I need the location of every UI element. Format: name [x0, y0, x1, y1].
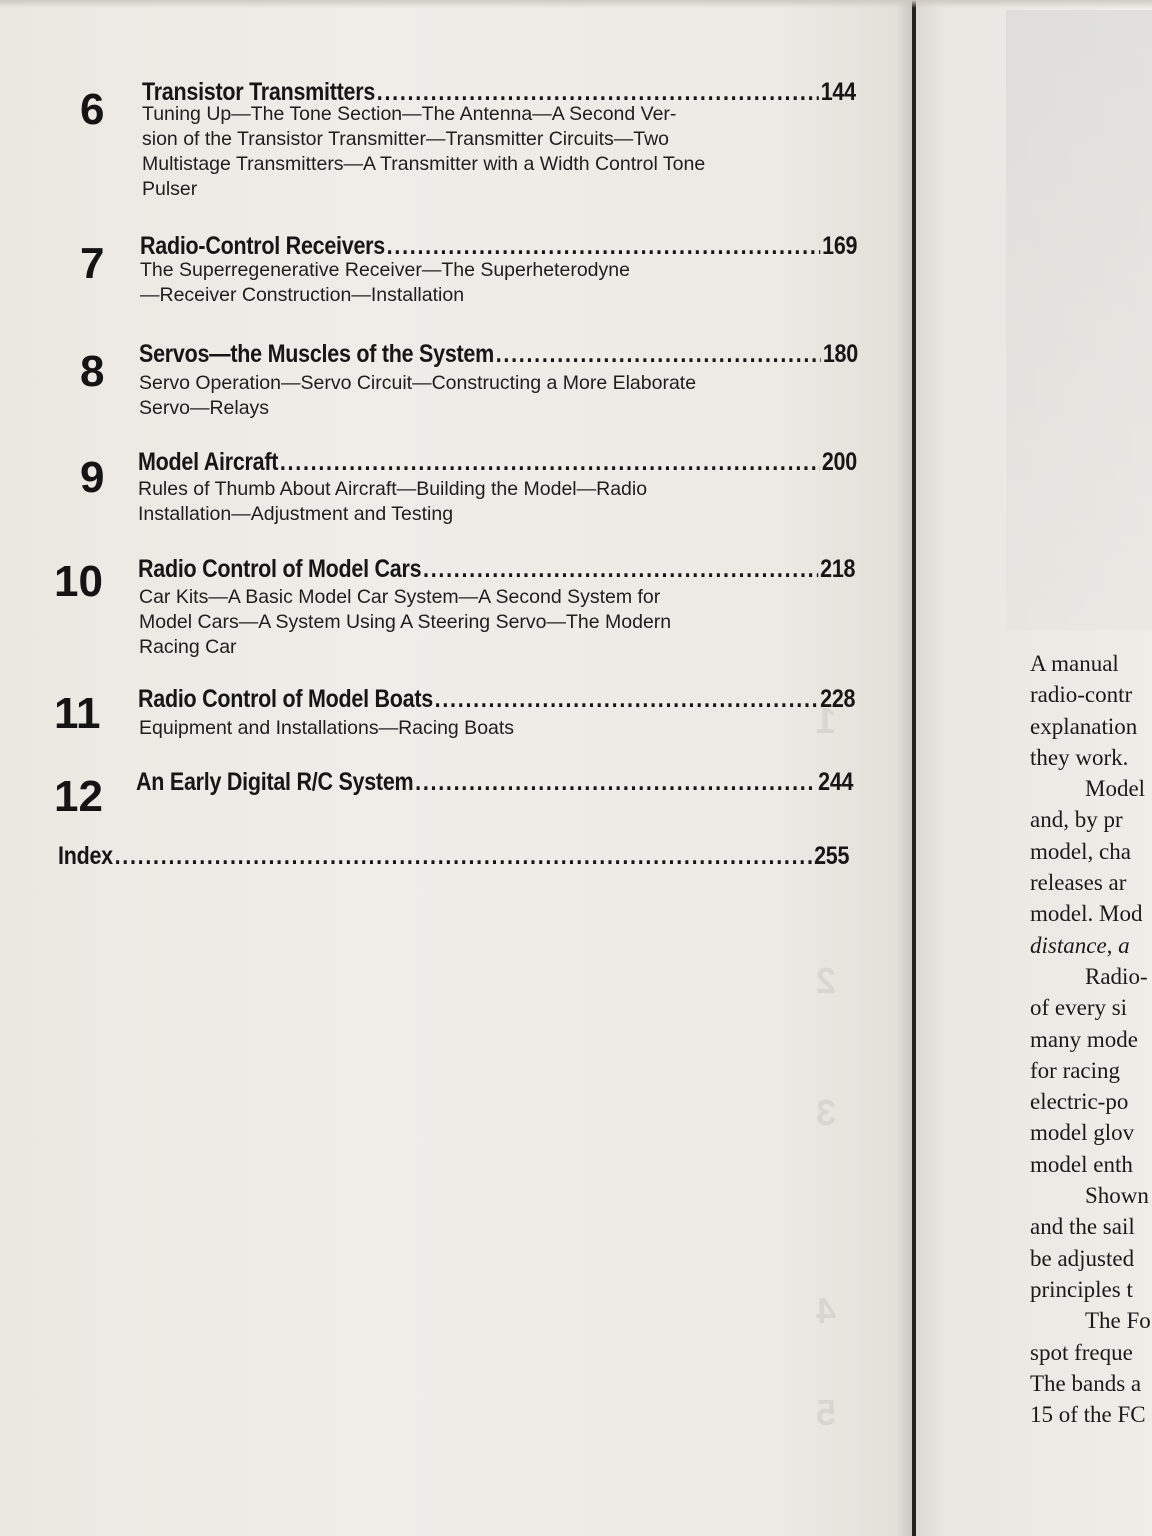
- chapter-number: 8: [80, 347, 105, 396]
- right-page-line: explanation: [1030, 713, 1138, 739]
- right-page-line: model. Mod: [1030, 901, 1143, 927]
- top-edge: [0, 0, 1152, 8]
- chapter-heading: [136, 768, 853, 797]
- right-page-line: The Fo: [1085, 1308, 1151, 1334]
- chapter-heading: [138, 448, 857, 477]
- chapter-page: 244: [818, 768, 854, 796]
- chapter-title: Model Aircraft: [138, 448, 279, 476]
- chapter-number: 7: [80, 239, 105, 288]
- chapter-title: Radio Control of Model Boats: [138, 685, 433, 713]
- description-line: Pulser: [142, 178, 198, 200]
- bleed-through-mark: 1: [816, 700, 837, 741]
- right-page-line: Shown: [1085, 1183, 1149, 1209]
- leader-dots: [435, 685, 819, 714]
- chapter-title: An Early Digital R/C System: [136, 768, 414, 796]
- index-page: 255: [814, 842, 850, 870]
- description-line: —Receiver Construction—Installation: [140, 284, 465, 306]
- chapter-number: 10: [54, 557, 103, 606]
- index-title: Index: [58, 842, 113, 870]
- bleed-through-mark: 3: [816, 1092, 837, 1133]
- bleed-through-mark: 4: [816, 1290, 837, 1331]
- right-page-line: and the sail: [1030, 1214, 1135, 1240]
- right-page-line: distance, a: [1030, 932, 1130, 958]
- right-page-line: of every si: [1030, 995, 1128, 1021]
- bleed-through-mark: 5: [816, 1392, 837, 1433]
- chapter-heading: [138, 555, 855, 584]
- chapter-page: 169: [822, 232, 858, 260]
- leader-dots: [423, 555, 818, 584]
- description-line: Car Kits—A Basic Model Car System—A Second System for: [139, 586, 661, 608]
- chapter-number: 12: [54, 772, 103, 821]
- chapter-description: [139, 585, 762, 660]
- chapter-title: Transistor Transmitters: [142, 78, 376, 106]
- chapter-page: 218: [820, 555, 856, 583]
- chapter-title: Radio-Control Receivers: [140, 232, 385, 260]
- description-line: Model Cars—A System Using A Steering Servo—The Modern: [139, 611, 672, 633]
- right-page-line: spot freque: [1030, 1339, 1133, 1365]
- right-page-line: The bands a: [1030, 1370, 1142, 1396]
- right-page-line: electric-po: [1030, 1089, 1129, 1115]
- chapter-title: Servos—the Muscles of the System: [139, 340, 494, 368]
- chapter-heading: [138, 685, 855, 714]
- right-page-line: and, by pr: [1030, 807, 1123, 833]
- right-page-line: many mode: [1030, 1026, 1138, 1052]
- right-page-line: radio-contr: [1030, 682, 1133, 708]
- chapter-page: 200: [821, 448, 857, 476]
- right-page-text: [1030, 648, 1152, 1430]
- right-page-line: Model: [1085, 776, 1146, 802]
- description-line: Multistage Transmitters—A Transmitter with a Width Control Tone: [142, 153, 706, 175]
- chapter-description: [142, 102, 762, 202]
- right-page-line: they work.: [1030, 744, 1129, 770]
- leader-dots: [496, 340, 821, 369]
- chapter-heading: [139, 340, 858, 369]
- description-line: Servo Operation—Servo Circuit—Constructing a More Elaborate: [139, 372, 697, 394]
- chapter-title: Radio Control of Model Cars: [138, 555, 422, 583]
- index-heading: [58, 842, 849, 871]
- right-page-line: model, cha: [1030, 838, 1131, 864]
- right-page-photo: [1006, 10, 1152, 630]
- right-page-line: be adjusted: [1030, 1245, 1135, 1271]
- right-page-line: 15 of the FC: [1030, 1402, 1146, 1428]
- chapter-page: 228: [820, 685, 856, 713]
- leader-dots: [387, 232, 821, 261]
- chapter-page: 144: [820, 78, 856, 106]
- chapter-description: [139, 371, 762, 421]
- right-page-line: releases ar: [1030, 870, 1127, 896]
- description-line: Tuning Up—The Tone Section—The Antenna—A Second Ver-: [142, 103, 677, 125]
- description-line: sion of the Transistor Transmitter—Transmitter Circuits—Two: [142, 128, 669, 150]
- right-page-line: model enth: [1030, 1151, 1133, 1177]
- chapter-page: 180: [822, 340, 858, 368]
- description-line: Servo—Relays: [139, 397, 270, 419]
- right-page-line: model glov: [1030, 1120, 1135, 1146]
- leader-dots: [115, 842, 813, 871]
- description-line: Rules of Thumb About Aircraft—Building the Model—Radio: [138, 478, 648, 500]
- right-page-line: principles t: [1030, 1276, 1133, 1302]
- chapter-number: 6: [80, 85, 105, 134]
- description-line: Installation—Adjustment and Testing: [138, 503, 454, 525]
- bleed-through-mark: 2: [816, 960, 837, 1001]
- leader-dots: [415, 768, 816, 797]
- right-page-line: A manual: [1030, 651, 1119, 676]
- chapter-description: [140, 258, 762, 308]
- right-page-line: Radio-: [1085, 963, 1148, 989]
- chapter-number: 9: [80, 453, 105, 502]
- description-line: The Superregenerative Receiver—The Superheterodyne: [140, 259, 630, 281]
- chapter-description: [139, 716, 762, 741]
- chapter-heading: [140, 232, 857, 261]
- chapter-number: 11: [54, 689, 101, 738]
- leader-dots: [280, 448, 820, 477]
- description-line: Equipment and Installations—Racing Boats: [139, 717, 515, 739]
- chapter-description: [138, 477, 762, 527]
- description-line: Racing Car: [139, 636, 237, 658]
- right-page-line: for racing: [1030, 1057, 1121, 1083]
